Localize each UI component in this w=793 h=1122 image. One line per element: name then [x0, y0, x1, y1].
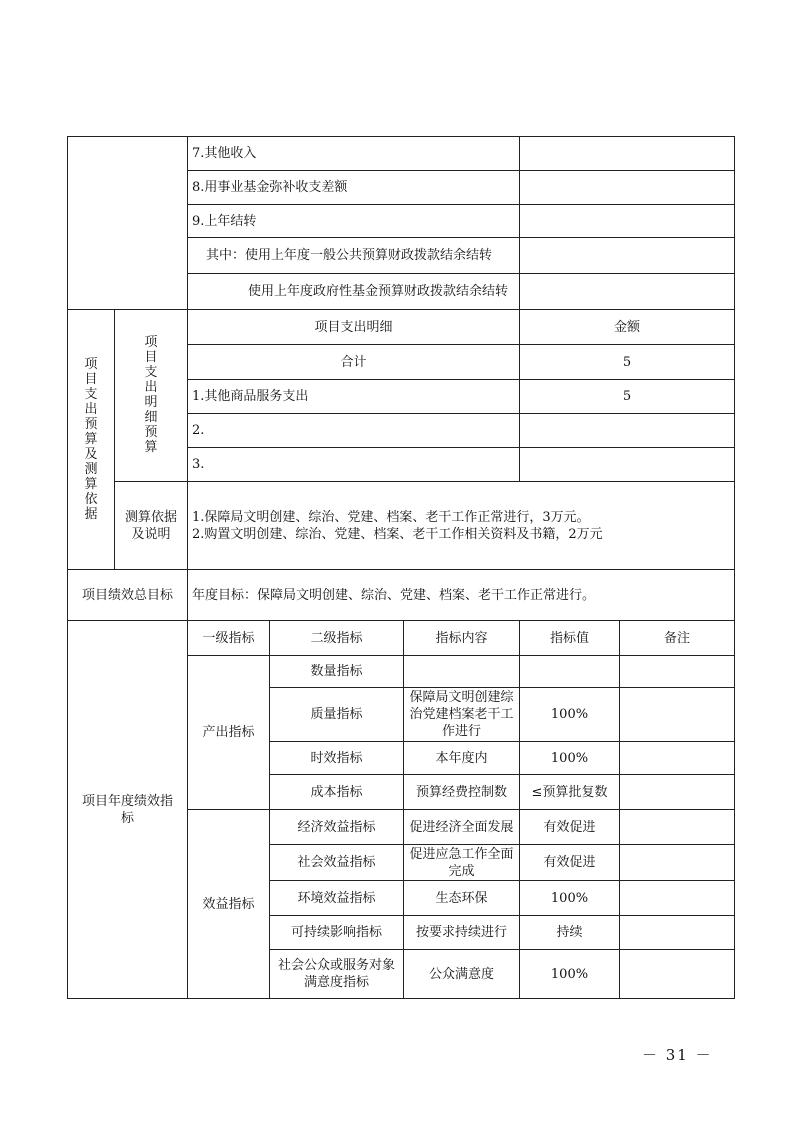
indicator-content: 本年度内	[404, 742, 520, 775]
income-label: 7.其他收入	[188, 137, 520, 171]
expense-item-amount: 5	[520, 380, 735, 414]
basis-text	[188, 482, 735, 570]
income-label: 使用上年度政府性基金预算财政拨款结余结转	[188, 274, 520, 310]
level2-indicator: 可持续影响指标	[270, 916, 404, 950]
income-value	[520, 274, 735, 310]
table-row	[68, 621, 735, 656]
indicator-content	[404, 656, 520, 688]
indicator-value: 100%	[520, 688, 620, 742]
header-value: 指标值	[520, 621, 620, 656]
indicator-content: 生态环保	[404, 881, 520, 916]
output-indicator-label: 产出指标	[188, 656, 270, 810]
expense-item-amount	[520, 448, 735, 482]
level2-indicator: 环境效益指标	[270, 881, 404, 916]
indicator-remark	[620, 845, 735, 881]
header-remark: 备注	[620, 621, 735, 656]
indicator-value: ≤预算批复数	[520, 775, 620, 810]
total-value: 5	[520, 345, 735, 380]
income-label: 其中：使用上年度一般公共预算财政拨款结余结转	[188, 238, 520, 274]
income-value	[520, 238, 735, 274]
indicator-content: 预算经费控制数	[404, 775, 520, 810]
level2-indicator: 成本指标	[270, 775, 404, 810]
blank-cell	[68, 137, 188, 310]
indicator-value: 持续	[520, 916, 620, 950]
expense-detail-label: 项目支出明细预算	[115, 310, 188, 482]
indicator-remark	[620, 916, 735, 950]
income-value	[520, 137, 735, 171]
overall-goal-text: 年度目标：保障局文明创建、综治、党建、档案、老干工作正常进行。	[188, 570, 735, 621]
indicator-content: 促进应急工作全面完成	[404, 845, 520, 881]
expense-item-amount	[520, 414, 735, 448]
table-row	[68, 570, 735, 621]
indicator-content: 保障局文明创建综治党建档案老干工作进行	[404, 688, 520, 742]
table-row	[68, 482, 735, 570]
income-label: 8.用事业基金弥补收支差额	[188, 171, 520, 205]
table-row	[68, 310, 735, 345]
expense-item-name: 1.其他商品服务支出	[188, 380, 520, 414]
indicator-value: 100%	[520, 881, 620, 916]
indicator-content: 公众满意度	[404, 950, 520, 999]
expense-item-name: 2.	[188, 414, 520, 448]
total-label: 合计	[188, 345, 520, 380]
level2-indicator: 时效指标	[270, 742, 404, 775]
indicator-remark	[620, 950, 735, 999]
table-row	[68, 137, 735, 171]
benefit-indicator-label: 效益指标	[188, 810, 270, 999]
annual-indicators-label: 项目年度绩效指标	[68, 621, 188, 999]
indicator-remark	[620, 810, 735, 845]
header-level1: 一级指标	[188, 621, 270, 656]
basis-line: 1.保障局文明创建、综治、党建、档案、老干工作正常进行，3万元。	[192, 509, 590, 525]
header-amount: 金额	[520, 310, 735, 345]
page-number: － 31 －	[642, 1046, 713, 1064]
income-value	[520, 171, 735, 205]
basis-label: 测算依据及说明	[115, 482, 188, 570]
level2-indicator: 经济效益指标	[270, 810, 404, 845]
indicator-value: 有效促进	[520, 810, 620, 845]
expense-item-name: 3.	[188, 448, 520, 482]
overall-goal-label: 项目绩效总目标	[68, 570, 188, 621]
header-level2: 二级指标	[270, 621, 404, 656]
indicator-value: 有效促进	[520, 845, 620, 881]
header-detail: 项目支出明细	[188, 310, 520, 345]
basis-line: 2.购置文明创建、综治、党建、档案、老干工作相关资料及书籍，2万元	[192, 526, 603, 542]
indicator-value: 100%	[520, 950, 620, 999]
header-content: 指标内容	[404, 621, 520, 656]
level2-indicator: 社会效益指标	[270, 845, 404, 881]
level2-indicator: 数量指标	[270, 656, 404, 688]
indicator-remark	[620, 688, 735, 742]
expense-section-label: 项目支出预算及测算依据	[68, 310, 115, 570]
indicator-value	[520, 656, 620, 688]
indicator-content: 按要求持续进行	[404, 916, 520, 950]
indicator-remark	[620, 881, 735, 916]
indicator-value: 100%	[520, 742, 620, 775]
level2-indicator: 质量指标	[270, 688, 404, 742]
indicator-remark	[620, 775, 735, 810]
indicator-remark	[620, 656, 735, 688]
income-value	[520, 205, 735, 238]
budget-table	[67, 136, 735, 999]
level2-indicator: 社会公众或服务对象满意度指标	[270, 950, 404, 999]
indicator-content: 促进经济全面发展	[404, 810, 520, 845]
indicator-remark	[620, 742, 735, 775]
income-label: 9.上年结转	[188, 205, 520, 238]
